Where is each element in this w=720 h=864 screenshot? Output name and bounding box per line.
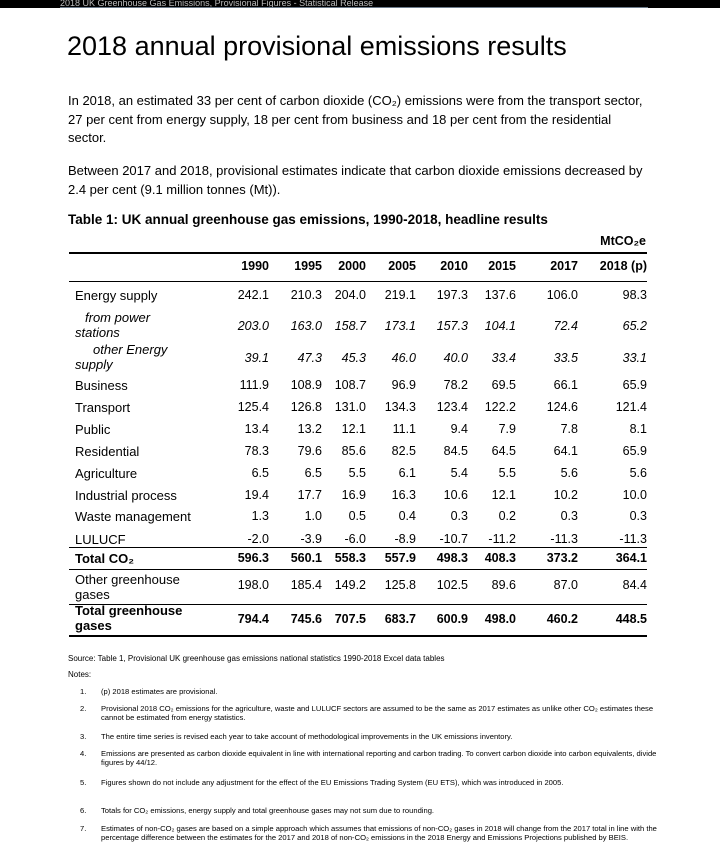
table-cell: 121.4 xyxy=(615,400,647,414)
table-title: Table 1: UK annual greenhouse gas emissions, 1990-2018, headline results xyxy=(68,212,548,227)
source-note: Source: Table 1, Provisional UK greenhouse gas emissions national statistics 1990-2018 Excel data tables xyxy=(68,654,445,663)
table-cell: 106.0 xyxy=(546,288,578,302)
table-cell: 11.1 xyxy=(392,422,416,436)
row-label: Waste management xyxy=(75,509,191,524)
row-label: Total greenhouse gases xyxy=(75,603,183,633)
row-label: other Energy supply xyxy=(75,342,168,372)
year-header: 2015 xyxy=(488,259,516,273)
table-cell: 111.9 xyxy=(239,378,269,392)
note-text: (p) 2018 estimates are provisional. xyxy=(101,687,218,696)
table-cell: 203.0 xyxy=(237,319,269,333)
table-cell: 10.6 xyxy=(443,488,468,502)
table-cell: 6.5 xyxy=(251,466,269,480)
table-cell: 33.1 xyxy=(622,351,647,365)
row-label: from power stations xyxy=(75,310,151,340)
table-cell: 0.3 xyxy=(560,509,578,523)
table-cell: 5.4 xyxy=(450,466,468,480)
table-cell: 65.2 xyxy=(622,319,647,333)
table-cell: 78.2 xyxy=(443,378,468,392)
table-cell: 557.9 xyxy=(384,551,416,565)
table-cell: 157.3 xyxy=(436,319,468,333)
table-cell: 0.5 xyxy=(348,509,366,523)
table-cell: 210.3 xyxy=(290,288,322,302)
table-cell: 84.4 xyxy=(622,578,647,592)
table-cell: -11.3 xyxy=(619,532,647,546)
table-cell: 498.3 xyxy=(436,551,468,565)
table-cell: -6.0 xyxy=(344,532,366,546)
table-cell: 1.3 xyxy=(251,509,269,523)
note-text: Estimates of non-CO₂ gases are based on a simple approach which assumes that emissions of non-CO₂ gases in 2018 will change from the 2017 total in line with the percentage difference between the estimates for the 2017 and 2018 of non-CO₂ emissions in the 2018 Energy and Emissions Projections published by BEIS. xyxy=(101,824,657,842)
table-cell: 122.2 xyxy=(484,400,516,414)
note-text: The entire time series is revised each year to take account of methodological improvements in the UK emissions inventory. xyxy=(101,732,513,741)
table-cell: 69.5 xyxy=(491,378,516,392)
table-cell: 364.1 xyxy=(615,551,647,565)
table-cell: -2.0 xyxy=(247,532,269,546)
table-cell: 78.3 xyxy=(244,444,269,458)
table-cell: 17.7 xyxy=(297,488,322,502)
table-cell: 64.1 xyxy=(553,444,578,458)
year-header: 2005 xyxy=(388,259,416,273)
table-rule xyxy=(69,569,647,570)
table-cell: 794.4 xyxy=(237,612,269,626)
table-cell: 33.4 xyxy=(491,351,516,365)
table-cell: 7.9 xyxy=(498,422,516,436)
table-cell: 1.0 xyxy=(304,509,322,523)
row-label: LULUCF xyxy=(75,532,126,547)
table-cell: 66.1 xyxy=(553,378,578,392)
table-cell: -3.9 xyxy=(300,532,322,546)
table-cell: 5.6 xyxy=(629,466,647,480)
row-label: Total CO₂ xyxy=(75,551,134,566)
table-cell: 98.3 xyxy=(622,288,647,302)
table-cell: 8.1 xyxy=(629,422,647,436)
table-cell: 96.9 xyxy=(391,378,416,392)
table-cell: -11.2 xyxy=(488,532,516,546)
table-cell: 745.6 xyxy=(290,612,322,626)
table-cell: 5.5 xyxy=(498,466,516,480)
table-cell: 104.1 xyxy=(484,319,516,333)
table-cell: 33.5 xyxy=(553,351,578,365)
table-cell: 124.6 xyxy=(546,400,578,414)
note-number: 5. xyxy=(80,778,87,787)
table-cell: 131.0 xyxy=(334,400,366,414)
table-cell: 39.1 xyxy=(244,351,269,365)
table-cell: 408.3 xyxy=(484,551,516,565)
notes-label: Notes: xyxy=(68,670,92,679)
table-cell: 707.5 xyxy=(334,612,366,626)
table-cell: 137.6 xyxy=(484,288,516,302)
table-cell: 65.9 xyxy=(622,378,647,392)
table-cell: 219.1 xyxy=(384,288,416,302)
table-cell: 9.4 xyxy=(450,422,468,436)
table-cell: 560.1 xyxy=(290,551,322,565)
year-header: 2017 xyxy=(550,259,578,273)
table-cell: 87.0 xyxy=(553,578,578,592)
table-cell: -8.9 xyxy=(394,532,416,546)
row-label: Industrial process xyxy=(75,488,177,503)
table-cell: 149.2 xyxy=(334,578,366,592)
row-label: Other greenhouse gases xyxy=(75,572,180,602)
table-cell: 47.3 xyxy=(297,351,322,365)
year-header: 2018 (p) xyxy=(599,259,647,273)
table-cell: 123.4 xyxy=(436,400,468,414)
year-header: 2010 xyxy=(440,259,468,273)
row-label: Public xyxy=(75,422,111,437)
table-cell: -11.3 xyxy=(550,532,578,546)
table-rule xyxy=(69,635,647,637)
table-cell: 46.0 xyxy=(391,351,416,365)
table-cell: 10.0 xyxy=(622,488,647,502)
table-cell: 125.8 xyxy=(384,578,416,592)
table-cell: 0.3 xyxy=(629,509,647,523)
table-cell: 204.0 xyxy=(334,288,366,302)
table-cell: 173.1 xyxy=(384,319,416,333)
table-cell: 460.2 xyxy=(546,612,578,626)
table-rule xyxy=(69,547,647,548)
note-number: 2. xyxy=(80,704,87,713)
table-cell: 102.5 xyxy=(436,578,468,592)
table-cell: 498.0 xyxy=(484,612,516,626)
year-header: 1995 xyxy=(294,259,322,273)
table-cell: 448.5 xyxy=(615,612,647,626)
table-cell: 0.4 xyxy=(398,509,416,523)
table-cell: 13.2 xyxy=(297,422,322,436)
table-cell: 163.0 xyxy=(290,319,322,333)
table-cell: 0.3 xyxy=(450,509,468,523)
row-label: Residential xyxy=(75,444,140,459)
table-cell: 683.7 xyxy=(384,612,416,626)
note-text: Totals for CO₂ emissions, energy supply and total greenhouse gases may not sum due to rounding. xyxy=(101,806,435,815)
table-cell: 242.1 xyxy=(237,288,269,302)
table-cell: 82.5 xyxy=(391,444,416,458)
table-rule xyxy=(69,281,647,282)
note-number: 6. xyxy=(80,806,87,815)
table-cell: 5.5 xyxy=(348,466,366,480)
table-cell: 134.3 xyxy=(384,400,416,414)
table-cell: 40.0 xyxy=(443,351,468,365)
table-cell: 7.8 xyxy=(560,422,578,436)
intro-paragraph: In 2018, an estimated 33 per cent of carbon dioxide (CO₂) emissions were from the transport sector, 27 per cent from energy supply, 18 per cent from business and 18 per cent from the residential sector. xyxy=(68,93,643,145)
table-cell: 197.3 xyxy=(436,288,468,302)
change-paragraph: Between 2017 and 2018, provisional estimates indicate that carbon dioxide emissions decreased by 2.4 per cent (9.1 million tonnes (Mt)). xyxy=(68,163,643,197)
table-cell: 373.2 xyxy=(546,551,578,565)
note-number: 1. xyxy=(80,687,87,696)
table-cell: 85.6 xyxy=(341,444,366,458)
table-cell: 65.9 xyxy=(622,444,647,458)
table-cell: 596.3 xyxy=(237,551,269,565)
table-cell: 16.9 xyxy=(341,488,366,502)
note-text: Provisional 2018 CO₂ emissions for the agriculture, waste and LULUCF sectors are assumed to be the same as 2017 estimates as unlike other CO₂ estimates these cannot be estimated from energy statistics. xyxy=(101,704,654,722)
row-label: Agriculture xyxy=(75,466,138,481)
year-header: 1990 xyxy=(241,259,269,273)
table-cell: -10.7 xyxy=(439,532,468,546)
table-cell: 108.7 xyxy=(334,378,366,392)
table-cell: 45.3 xyxy=(341,351,366,365)
table-cell: 558.3 xyxy=(334,551,366,565)
table-unit: MtCO₂e xyxy=(600,234,646,248)
row-label: Transport xyxy=(75,400,131,415)
note-text: Emissions are presented as carbon dioxide equivalent in line with international reporting and carbon trading. To convert carbon dioxide into carbon equivalents, divide figures by 44/12. xyxy=(101,749,657,767)
note-number: 3. xyxy=(80,732,87,741)
table-cell: 16.3 xyxy=(391,488,416,502)
row-label: Energy supply xyxy=(75,288,158,303)
header-rule xyxy=(60,7,648,8)
table-cell: 125.4 xyxy=(237,400,269,414)
table-cell: 5.6 xyxy=(560,466,578,480)
table-cell: 79.6 xyxy=(297,444,322,458)
table-cell: 198.0 xyxy=(237,578,269,592)
table-cell: 19.4 xyxy=(244,488,269,502)
table-cell: 6.5 xyxy=(304,466,322,480)
table-cell: 600.9 xyxy=(436,612,468,626)
table-cell: 64.5 xyxy=(491,444,516,458)
year-header: 2000 xyxy=(338,259,366,273)
table-cell: 158.7 xyxy=(334,319,366,333)
note-number: 7. xyxy=(80,824,87,833)
table-cell: 72.4 xyxy=(553,319,578,333)
page-title: 2018 annual provisional emissions results xyxy=(67,31,567,61)
table-cell: 84.5 xyxy=(443,444,468,458)
running-header: 2018 UK Greenhouse Gas Emissions, Provisional Figures - Statistical Release xyxy=(60,0,374,7)
table-cell: 10.2 xyxy=(553,488,578,502)
table-cell: 89.6 xyxy=(491,578,516,592)
note-number: 4. xyxy=(80,749,87,758)
table-cell: 108.9 xyxy=(290,378,322,392)
table-cell: 13.4 xyxy=(244,422,269,436)
table-cell: 12.1 xyxy=(341,422,366,436)
table-rule xyxy=(69,252,647,254)
table-cell: 126.8 xyxy=(290,400,322,414)
table-cell: 185.4 xyxy=(290,578,322,592)
note-text: Figures shown do not include any adjustment for the effect of the EU Emissions Trading System (EU ETS), which was introduced in 2005. xyxy=(101,778,564,787)
table-cell: 6.1 xyxy=(398,466,416,480)
table-cell: 0.2 xyxy=(498,509,516,523)
table-cell: 12.1 xyxy=(491,488,516,502)
row-label: Business xyxy=(75,378,128,393)
